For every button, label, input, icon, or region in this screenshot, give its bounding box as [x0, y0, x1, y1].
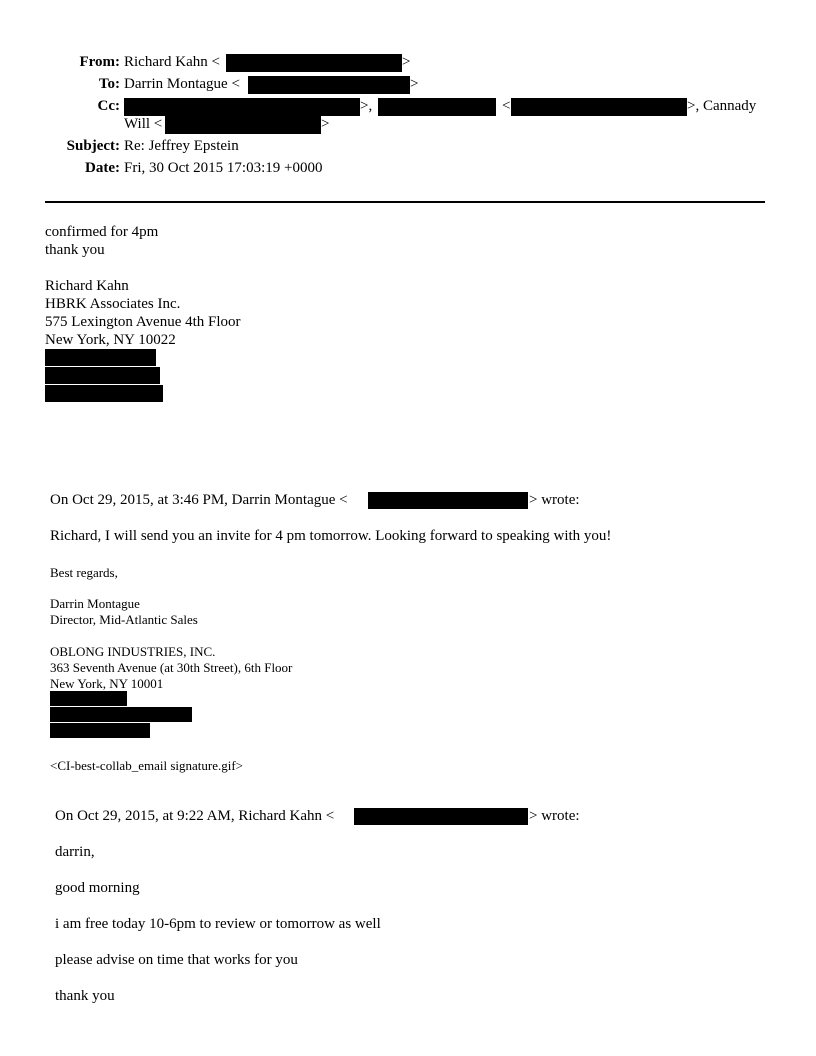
header-divider	[45, 201, 765, 203]
cc-line2-name: Will <	[124, 116, 163, 132]
redaction-block	[368, 492, 528, 509]
quote-closing: Best regards,	[50, 565, 118, 580]
from-label: From:	[79, 54, 120, 70]
redaction-block	[354, 808, 528, 825]
cc-separator-2: <	[502, 98, 511, 114]
signature-city: New York, NY 10022	[45, 332, 176, 348]
quote-signature-title: Director, Mid-Atlantic Sales	[50, 612, 198, 627]
cc-label: Cc:	[97, 98, 120, 114]
redaction-block	[50, 707, 192, 722]
redaction-block	[45, 349, 156, 366]
signature-name: Richard Kahn	[45, 278, 129, 294]
redaction-block	[45, 367, 160, 384]
quote-line: i am free today 10-6pm to review or tomorrow as well	[55, 916, 381, 932]
to-close: >	[410, 76, 419, 92]
body-line: confirmed for 4pm	[45, 224, 159, 240]
to-name: Darrin Montague <	[124, 76, 240, 92]
cc-line2-close: >	[321, 116, 330, 132]
body-line: thank you	[45, 242, 105, 258]
redaction-block	[50, 723, 150, 738]
redaction-block	[165, 116, 321, 134]
redaction-block	[50, 691, 127, 706]
redaction-block	[378, 98, 496, 116]
subject-label: Subject:	[66, 138, 120, 154]
cc-tail: >, Cannady	[687, 98, 757, 114]
quote-intro: On Oct 29, 2015, at 3:46 PM, Darrin Montague <	[50, 492, 348, 508]
quote-line: good morning	[55, 880, 140, 896]
signature-company: HBRK Associates Inc.	[45, 296, 181, 312]
redaction-block	[226, 54, 402, 72]
attachment-name: <CI-best-collab_email signature.gif>	[50, 758, 243, 773]
quote-address: 363 Seventh Avenue (at 30th Street), 6th Floor	[50, 660, 293, 675]
quote-city: New York, NY 10001	[50, 676, 164, 691]
quote-signature-name: Darrin Montague	[50, 596, 140, 611]
from-close: >	[402, 54, 411, 70]
redaction-block	[45, 385, 163, 402]
redaction-block	[511, 98, 687, 116]
date-label: Date:	[85, 160, 120, 176]
signature-address: 575 Lexington Avenue 4th Floor	[45, 314, 241, 330]
quote-line: please advise on time that works for you	[55, 952, 298, 968]
quote-line: thank you	[55, 988, 115, 1004]
date-value: Fri, 30 Oct 2015 17:03:19 +0000	[124, 160, 323, 176]
quote-intro: On Oct 29, 2015, at 9:22 AM, Richard Kahn <	[55, 808, 335, 824]
quote-line: darrin,	[55, 844, 95, 860]
from-name: Richard Kahn <	[124, 54, 220, 70]
subject-value: Re: Jeffrey Epstein	[124, 138, 239, 154]
quote-intro-suffix: > wrote:	[529, 492, 580, 508]
to-label: To:	[98, 76, 120, 92]
quote-company: OBLONG INDUSTRIES, INC.	[50, 644, 216, 659]
quote-message: Richard, I will send you an invite for 4 pm tomorrow. Looking forward to speaking with you!	[50, 528, 612, 544]
quote-intro-suffix: > wrote:	[529, 808, 580, 824]
redaction-block	[248, 76, 410, 94]
redaction-block	[124, 98, 360, 116]
cc-separator-1: >,	[360, 98, 373, 114]
